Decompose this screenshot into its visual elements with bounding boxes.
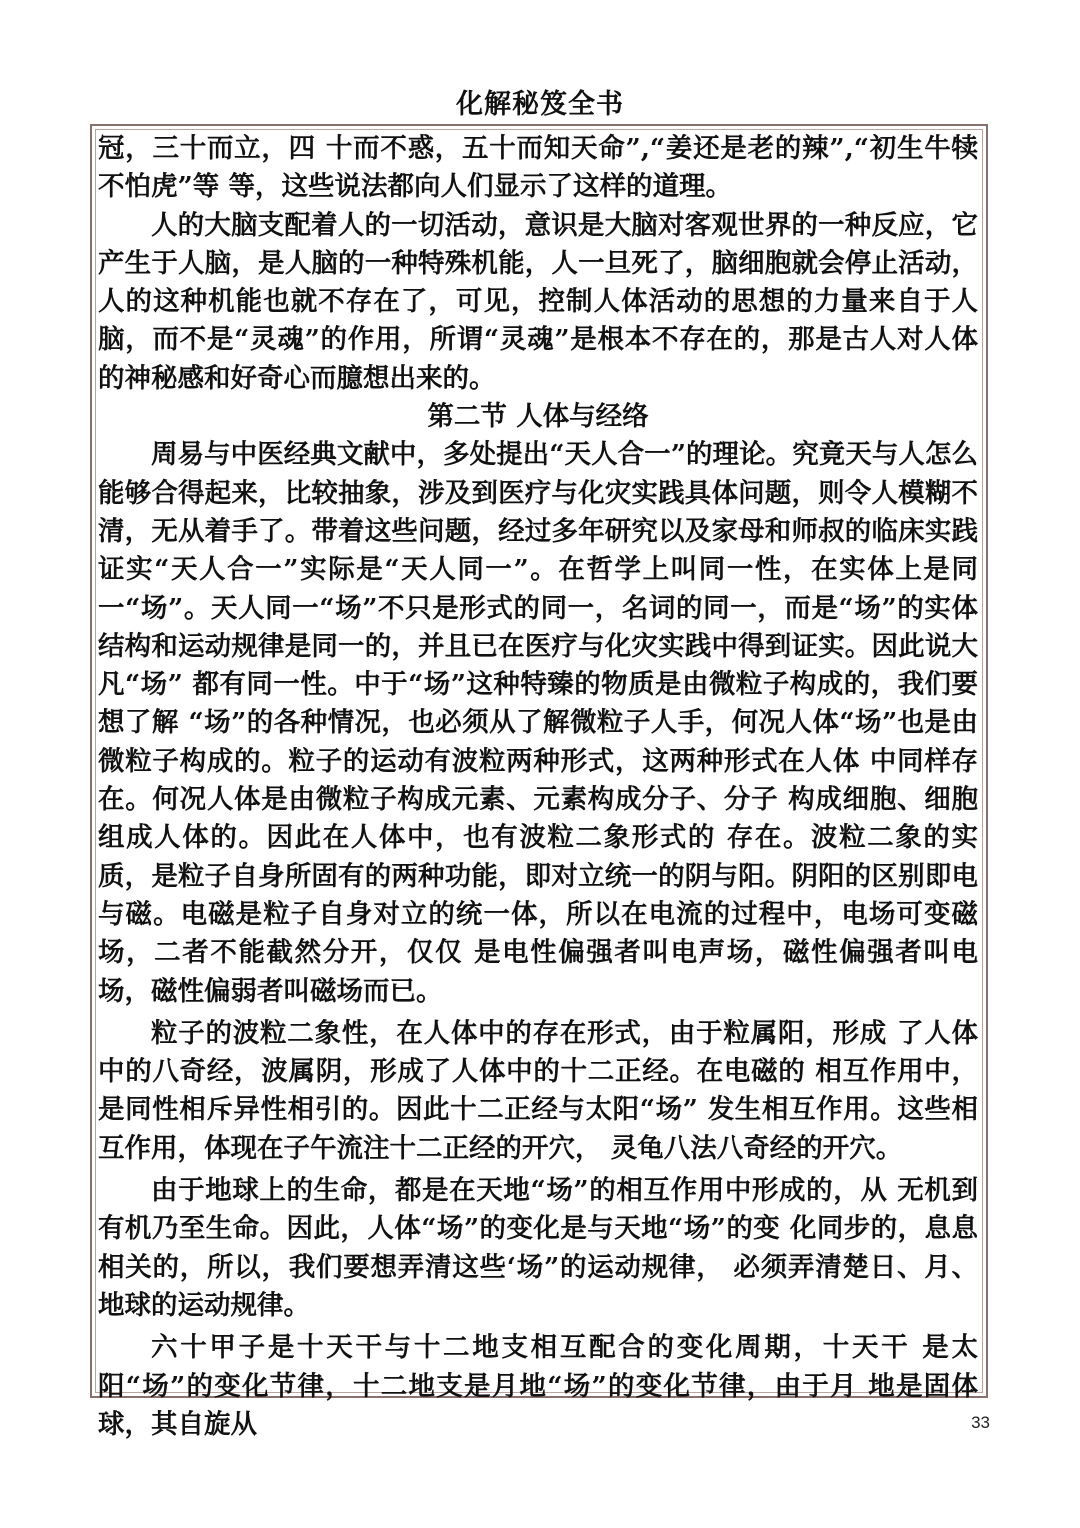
paragraph-earth-life: 由于地球上的生命，都是在天地“场”的相互作用中形成的，从 无机到有机乃至生命。因此，人体“场”的变化是与天地“场”的变 化同步的，息息相关的，所以，我们要想弄清这些‘场”的运动规律， 必须弄清楚日、月、地球的运动规律。 — [98, 1175, 978, 1321]
page-number: 33 — [971, 1413, 990, 1432]
paragraph-wave-particle: 粒子的波粒二象性，在人体中的存在形式，由于粒属阳，形成 了人体中的八奇经，波属阴，形成了人体中的十二正经。在电磁的 相互作用中，是同性相斥异性相引的。因此十二正经与太阳“场” 发生相互作用。这些相互作用，体现在子午流注十二正经的开穴， 灵龟八法八奇经的开穴。 — [98, 1017, 978, 1164]
paragraph-sixty-jiazi: 六十甲子是十天干与十二地支相互配合的变化周期，十天干 是太阳“场”的变化节律，十二地支是月地“场”的变化节律，由于月 地是固体球，其自旋从 — [98, 1332, 978, 1440]
section-heading: 第二节 人体与经络 — [427, 401, 649, 433]
paragraph-brain: 人的大脑支配着人的一切活动，意识是大脑对客观世界的一种反应，它产生于人脑，是人脑的一种特殊机能，人一旦死了，脑细胞就会停止活动，人的这种机能也就不存在了，可见，控制人体活动的思想的力量来自于人脑，而不是“灵魂”的作用，所谓“灵魂”是根本不存在的，那是古人对人体的神秘感和好奇心而臆想出来的。 — [98, 209, 978, 394]
paragraph-tian-ren-he-yi: 周易与中医经典文献中，多处提出“天人合一”的理论。究竟天与人怎么能够合得起来，比较抽象，涉及到医疗与化灾实践具体问题，则令人模糊不清，无从着手了。带着这些问题，经过多年研究以及家母和师叔的临床实践证实“天人合一”实际是“天人同一”。在哲学上叫同一性，在实体上是同一“场”。天人同一“场”不只是形式的同一，名词的同一，而是“场”的实体结构和运动规律是同一的，并且已在医疗与化灾实践中得到证实。因此说大凡“场” 都有同一性。中于“场”这种特臻的物质是由微粒子构成的，我们要想了解 “场”的各种情况，也必须从了解微粒子人手，何况人体“场”也是由微粒子构成的。粒子的运动有波粒两种形式，这两种形式在人体 中同样存在。何况人体是由微粒子构成元素、元素构成分子、分子 构成细胞、细胞组成人体的。因此在人体中，也有波粒二象形式的 存在。波粒二象的实质，是粒子自身所固有的两种功能，即对立统一的阴与阳。阴阳的区别即电与磁。电磁是粒子自身对立的统一体，所以在电流的过程中，电场可变磁场，二者不能截然分开，仅仅 是电性偏强者叫电声场，磁性偏强者叫电场，磁性偏弱者叫磁场而已。 — [98, 439, 978, 1007]
paragraph-continued: 冠，三十而立，四 十而不惑，五十而知天命”,“姜还是老的辣”,“初生牛犊不怕虎”等 等，这些说法都向人们显示了这样的道理。 — [98, 133, 978, 203]
running-head-title: 化解秘笈全书 — [456, 89, 624, 120]
page-body — [98, 130, 978, 1444]
